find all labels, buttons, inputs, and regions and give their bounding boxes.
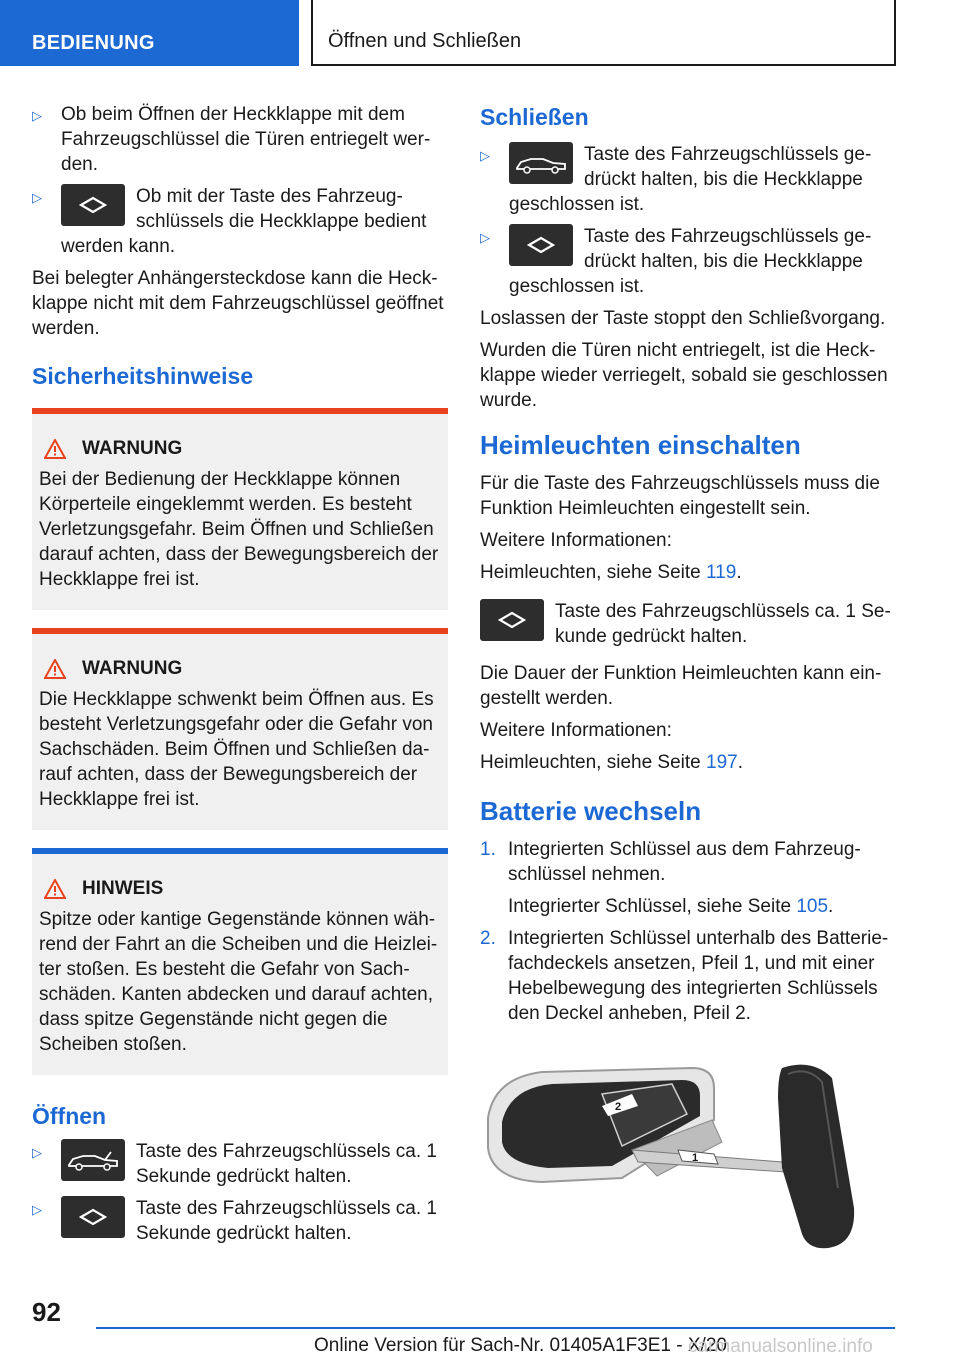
paragraph: Für die Taste des Fahrzeugschlüssels muss die Funktion Heimleuchten eingestellt sein.	[480, 473, 880, 519]
paragraph: Die Dauer der Funktion Heimleuchten kann eingestellt werden.	[480, 663, 882, 709]
warning-triangle-icon	[44, 879, 66, 899]
arrow-label: 1	[692, 1152, 699, 1164]
list-item: 1. Integrierten Schlüssel aus dem Fahrzeugschlüssel nehmen. Integrierter Schlüssel, siehe Seite 105.	[480, 839, 861, 917]
paragraph: Bei belegter Anhängersteckdose kann die Heckklappe nicht mit dem Fahrzeugschlüssel geöffnet werden.	[32, 268, 444, 339]
cross-reference: Heimleuchten, siehe Seite 197.	[480, 752, 743, 773]
triangle-bullet-icon: ▷	[480, 230, 490, 245]
section-heading: Sicherheitshinweise	[32, 363, 254, 389]
triangle-bullet-icon: ▷	[480, 148, 490, 163]
section-heading: Heimleuchten einschalten	[480, 430, 801, 460]
paragraph: Weitere Informationen:	[480, 530, 672, 551]
list-item: 2. Integrierten Schlüssel unterhalb des Batteriefachdeckels ansetzen, Pfeil 1, und mit einer Hebelbewegung des integrierten Schlüssels den Deckel anheben, Pfeil 2.	[480, 928, 889, 1024]
cross-reference: Heimleuchten, siehe Seite 119.	[480, 562, 742, 583]
notice-label: WARNUNG	[82, 658, 183, 679]
warning-box	[32, 408, 448, 610]
list-item: ▷ Taste des Fahrzeugschlüssels ca. 1 Sekunde gedrückt halten.	[32, 1141, 437, 1187]
section-heading: Batterie wechseln	[480, 796, 702, 826]
list-item: ▷ Ob mit der Taste des Fahrzeugschlüssels die Heckklappe bedient werden kann.	[32, 186, 427, 257]
left-column	[32, 102, 448, 1253]
key-button-icon	[61, 1196, 125, 1238]
warning-triangle-icon	[44, 439, 66, 459]
key-button-icon	[509, 224, 573, 266]
notice-label: WARNUNG	[82, 438, 183, 459]
page-link[interactable]: 197	[706, 752, 738, 773]
warning-box	[32, 628, 448, 830]
car-tailgate-icon	[509, 142, 573, 184]
watermark: carmanualsonline.info	[688, 1336, 873, 1357]
paragraph: Loslassen der Taste stoppt den Schließvorgang.	[480, 308, 886, 329]
triangle-bullet-icon: ▷	[32, 190, 42, 205]
footer-divider	[96, 1327, 895, 1329]
footer-online-version: Online Version für Sach-Nr. 01405A1F3E1 - X/20	[314, 1335, 727, 1356]
key-battery-illustration	[482, 1058, 882, 1253]
arrow-label: 2	[615, 1101, 622, 1113]
page-title: Öffnen und Schließen	[311, 0, 896, 66]
numbered-list	[480, 837, 895, 1026]
triangle-bullet-icon: ▷	[32, 108, 42, 123]
paragraph: Wurden die Türen nicht entriegelt, ist die Heckklappe wieder verriegelt, sobald sie geschlossen wurde.	[480, 340, 888, 411]
key-instruction: Taste des Fahrzeugschlüssels ca. 1 Sekunde gedrückt halten.	[480, 599, 895, 649]
right-column	[480, 102, 895, 1033]
paragraph: Weitere Informationen:	[480, 720, 672, 741]
list-item: ▷ Taste des Fahrzeugschlüssels gedrückt halten, bis die Heckklappe geschlossen ist.	[480, 144, 872, 215]
info-box	[32, 848, 448, 1075]
car-tailgate-icon	[61, 1139, 125, 1181]
warning-triangle-icon	[44, 659, 66, 679]
page-link[interactable]: 119	[706, 562, 737, 583]
list-item: ▷ Taste des Fahrzeugschlüssels ca. 1 Sekunde gedrückt halten.	[32, 1198, 437, 1244]
key-button-icon	[480, 599, 544, 641]
page-link[interactable]: 105	[796, 896, 829, 917]
triangle-bullet-icon: ▷	[32, 1202, 42, 1217]
section-tab: BEDIENUNG	[0, 0, 299, 66]
notice-text: Spitze oder kantige Gegenstände können während der Fahrt an die Scheiben und die Heizleiter stoßen. Es besteht die Gefahr von Sachschäden. Kanten abdecken und darauf achten, dass spitze Gegenstände nicht gegen die Scheiben stoßen.	[39, 909, 438, 1055]
section-heading: Schließen	[480, 104, 589, 130]
notice-text: Die Heckklappe schwenkt beim Öffnen aus. Es besteht Verletzungsgefahr oder die Gefahr von Sachschäden. Beim Öffnen und Schließen darauf achten, dass der Bewegungsbereich der Heckklappe frei ist.	[39, 689, 434, 810]
triangle-bullet-icon: ▷	[32, 1145, 42, 1160]
notice-text: Bei der Bedienung der Heckklappe können Körperteile eingeklemmt werden. Es besteht Verletzungsgefahr. Beim Öffnen und Schließen darauf achten, dass der Bewegungsbereich der Heckklappe frei ist.	[39, 469, 439, 590]
section-heading: Öffnen	[32, 1103, 107, 1129]
list-item: ▷ Ob beim Öffnen der Heckklappe mit dem Fahrzeugschlüssel die Türen entriegelt werden.	[32, 104, 431, 175]
notice-label: HINWEIS	[82, 878, 164, 899]
key-button-icon	[61, 184, 125, 226]
page-number: 92	[32, 1297, 61, 1327]
list-item: ▷ Taste des Fahrzeugschlüssels gedrückt halten, bis die Heckklappe geschlossen ist.	[480, 226, 872, 297]
